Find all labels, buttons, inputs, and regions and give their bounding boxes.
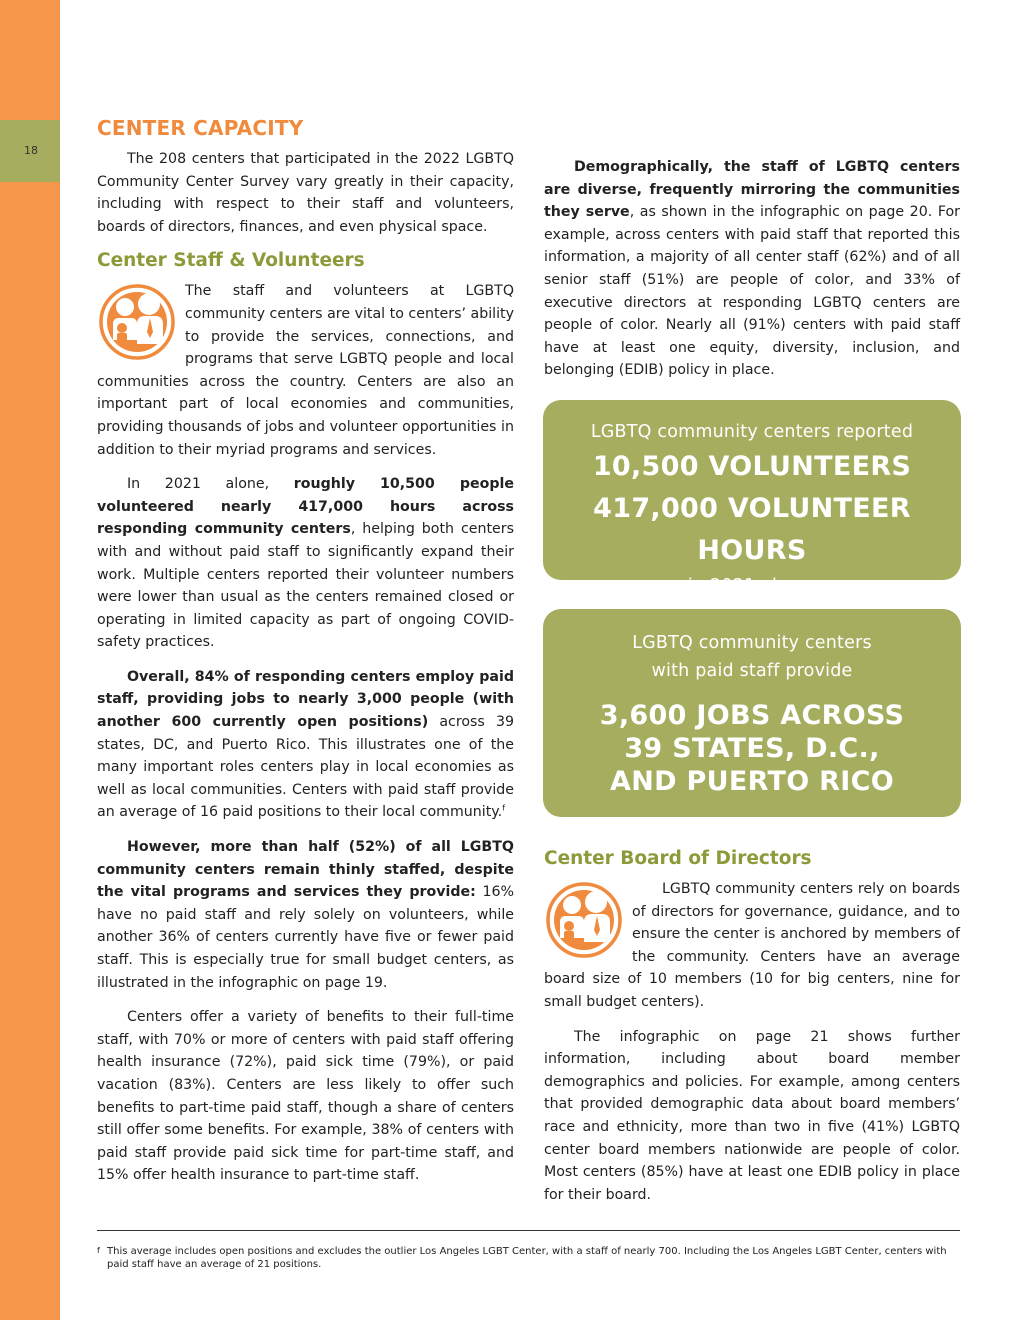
footnote-text: This average includes open positions and excludes the outlier Los Angeles LGBT Center, with a staff of nearly 700. Including the Los Angeles LGBT Center, centers with paid staff have an average of 21 positions.	[107, 1246, 947, 1270]
staff-p4-rest: 16% have no paid staff and rely solely on volunteers, while another 36% of centers currently have five or fewer paid staff. This is especially true for small budget centers, as illustrated in the infographic on page 19.	[97, 884, 514, 991]
board-section	[544, 836, 960, 1218]
volunteers-callout-outro: in 2021 alone.	[687, 576, 817, 596]
volunteers-callout-intro: LGBTQ community centers reported	[590, 422, 914, 442]
page-number: 18	[24, 144, 38, 157]
staff-p4-bold: However, more than half (52%) of all LGBTQ community centers remain thinly staffed, despite the vital programs and services they provide:	[97, 839, 514, 901]
footnote-divider	[97, 1230, 960, 1231]
staff-p3-rest: across 39 states, DC, and Puerto Rico. This illustrates one of the many important roles centers play in local economies as well as local communities. Centers with paid staff provide an average of 16 paid positions to their local community.	[97, 714, 514, 821]
volunteer-hours-stat: 417,000 VOLUNTEER HOURS	[593, 493, 911, 566]
jobs-stat-line-1: 3,600 JOBS ACROSS	[599, 700, 905, 731]
staff-paragraph-3	[97, 666, 514, 824]
volunteers-callout	[543, 400, 961, 596]
section-title: CENTER CAPACITY	[97, 116, 304, 140]
volunteers-stat: 10,500 VOLUNTEERS	[592, 451, 912, 482]
left-column	[97, 116, 514, 1199]
jobs-callout-line-2: with paid staff provide	[651, 661, 853, 681]
staff-p2-rest: , helping both centers with and without paid staff to significantly expand their work. Multiple centers reported their volunteer numbers were lower than usual as the centers remained closed or operating in limited capacity as part of ongoing COVID-safety practices.	[97, 521, 514, 651]
board-paragraph-2: The infographic on page 21 shows further information, including about board member demographics and policies. For example, among centers that provided demographic data about board members’ race and ethnicity, more than two in five (41%) LGBTQ center board members nationwide are people of color. Most centers (85%) have at least one EDIB policy in place for their board.	[544, 1028, 960, 1203]
jobs-stat-line-2: 39 STATES, D.C.,	[624, 733, 880, 764]
board-paragraph-1: LGBTQ community centers rely on boards of directors for governance, guidance, and to ensure the center is anchored by members of the community. Centers have an average board size of 10 members (10 for big centers, nine for small budget centers).	[544, 881, 960, 1010]
demographics-rest: , as shown in the infographic on page 20. For example, across centers with paid staff that reported this information, a majority of all center staff (62%) and of all senior staff (51%) are people of color, and 33% of executive directors at responding LGBTQ centers are people of color. Nearly all (91%) centers with paid staff have at least one equity, diversity, inclusion, and belonging (EDIB) policy in place.	[544, 204, 960, 379]
staff-paragraph-4	[97, 836, 514, 994]
people-icon	[544, 880, 624, 954]
jobs-callout-line-1: LGBTQ community centers	[632, 633, 872, 653]
footnote-mark: f	[97, 1246, 100, 1255]
demographics-paragraph	[544, 156, 960, 382]
staff-paragraph-1: The staff and volunteers at LGBTQ community centers are vital to centers’ ability to provide the services, connections, and programs that serve LGBTQ people and local communities across the country. Centers are also an important part of local economies and communities, providing thousands of jobs and volunteer opportunities in addition to their myriad programs and services.	[97, 283, 514, 458]
jobs-stat-line-3: AND PUERTO RICO	[610, 766, 894, 797]
board-heading: Center Board of Directors	[544, 848, 812, 869]
demographics-bold: Demographically, the staff of LGBTQ centers are diverse, frequently mirroring the communities they serve	[544, 159, 960, 221]
intro-paragraph: The 208 centers that participated in the 2022 LGBTQ Community Center Survey vary greatly in their capacity, including with respect to their staff and volunteers, boards of directors, finances, and even physical space.	[97, 151, 514, 235]
right-column-top	[544, 156, 960, 394]
orange-side-bar	[0, 0, 60, 1320]
staff-heading: Center Staff & Volunteers	[97, 250, 365, 272]
staff-p2-bold: roughly 10,500 people volunteered nearly 417,000 hours across responding community centers	[97, 476, 514, 538]
footnote	[97, 1245, 960, 1271]
staff-p2-lead: In 2021 alone,	[127, 476, 294, 493]
staff-paragraph-5: Centers offer a variety of benefits to their full-time staff, with 70% or more of centers with paid staff offering health insurance (72%), paid sick time (79%), or paid vacation (83%). Centers are less likely to offer such benefits to part-time paid staff, though a share of centers still offer some benefits. For example, 38% of centers with paid staff provide paid sick time for part-time staff, and 15% offer health insurance to part-time staff.	[97, 1009, 514, 1184]
jobs-callout	[543, 609, 961, 817]
staff-paragraph-2	[97, 473, 514, 654]
staff-p3-bold: Overall, 84% of responding centers employ paid staff, providing jobs to nearly 3,000 people (with another 600 currently open positions)	[97, 668, 514, 731]
people-icon	[97, 282, 177, 356]
footnote-ref: f	[502, 803, 505, 813]
